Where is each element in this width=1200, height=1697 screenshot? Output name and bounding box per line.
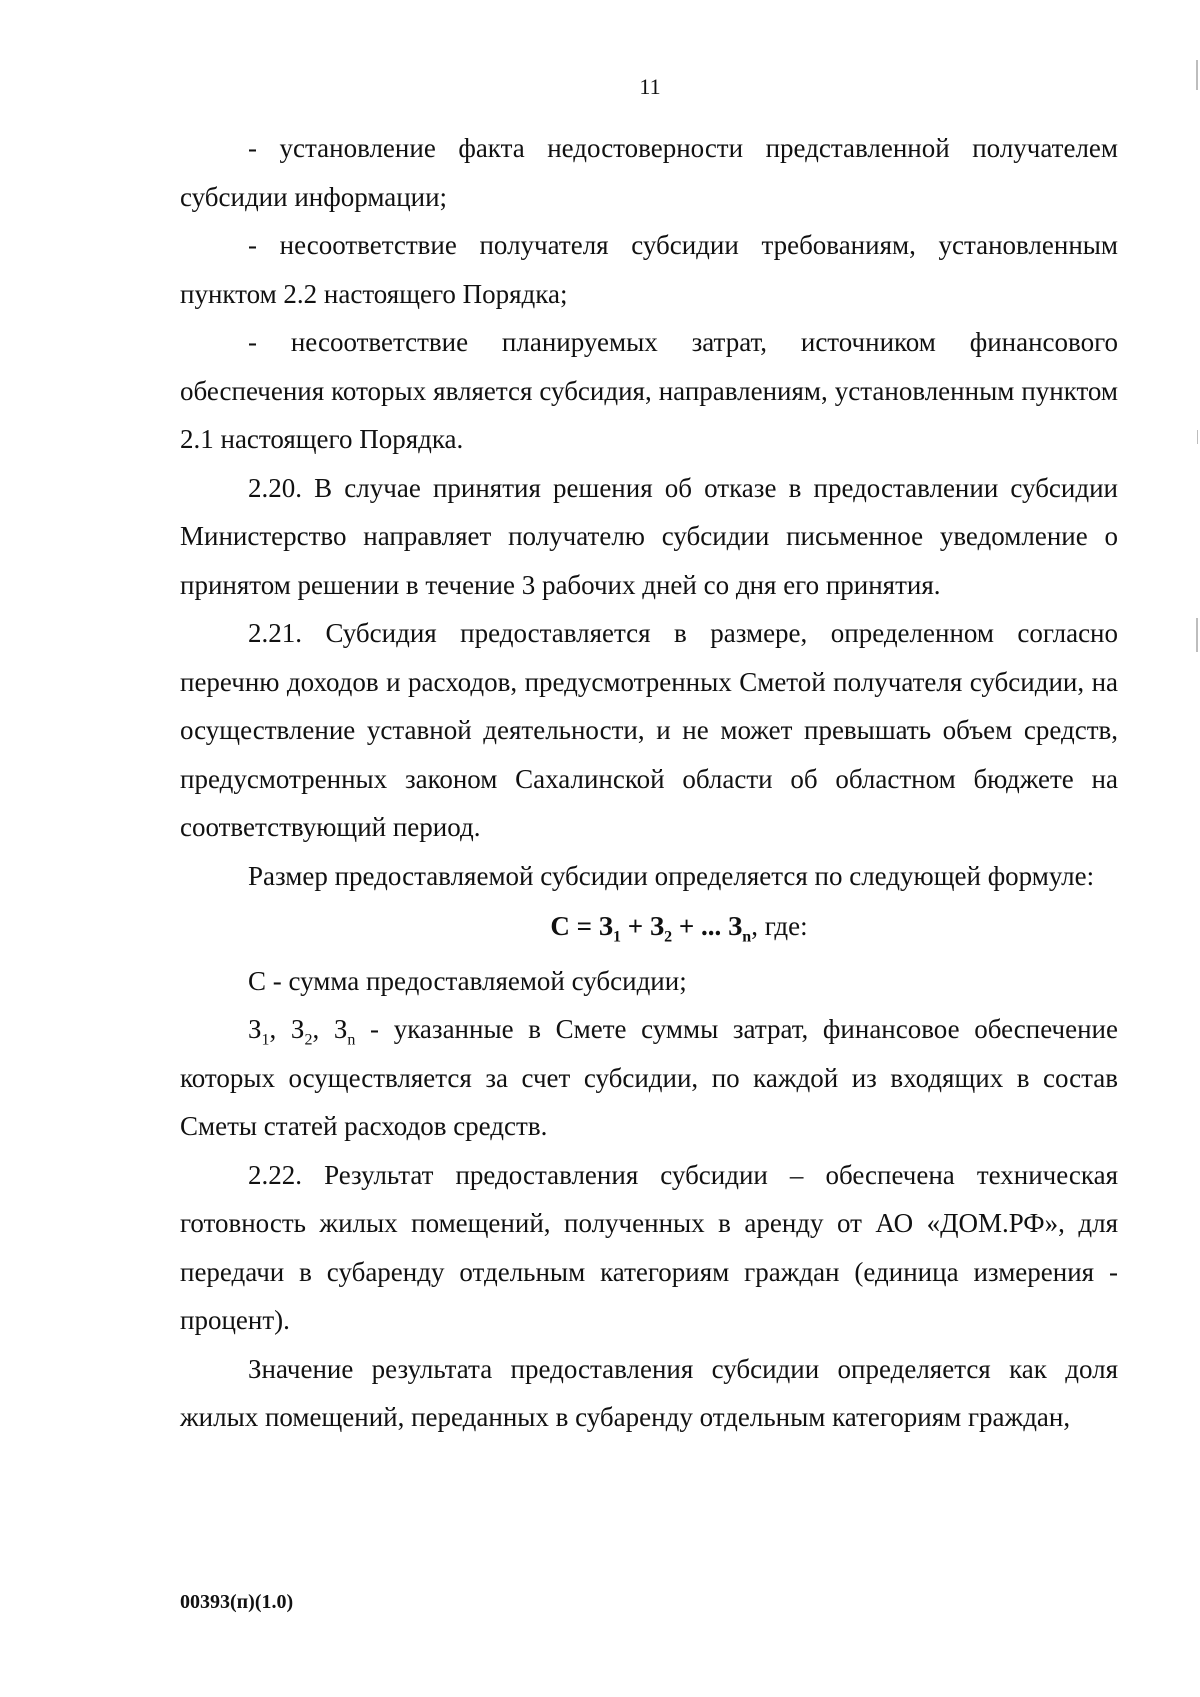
definition-z: $З_1$, $З_2$, $З_n$ - указанные в Смете суммы затрат, финансовое обеспечение которых осуществляется за счет субсидии, по каждой из входящих в состав Сметы статей расходов средств. xyxy=(180,1014,1118,1141)
paragraph-2-20: 2.20. В случае принятия решения об отказе в предоставлении субсидии Министерство направляет получателю субсидии письменное уведомление о принятом решении в течение 3 рабочих дней со дня его принятия. xyxy=(180,472,1118,600)
list-item-unreliable-info: - установление факта недостоверности представленной получателем субсидии информации; xyxy=(180,133,1118,212)
definition-c: С - сумма предоставляемой субсидии; xyxy=(248,965,687,996)
scan-mark xyxy=(1197,430,1198,444)
subsidy-formula: $С = З_1 + З_2$ + ... $З_n$, где: xyxy=(550,911,808,946)
scan-mark xyxy=(1196,618,1198,652)
paragraph-formula-intro: Размер предоставляемой субсидии определяется по следующей формуле: xyxy=(248,860,1095,891)
list-item-requirements-mismatch: - несоответствие получателя субсидии требованиям, установленным пунктом 2.2 настоящего Порядка; xyxy=(180,230,1118,309)
paragraph-2-21: 2.21. Субсидия предоставляется в размере, определенном согласно перечню доходов и расходов, предусмотренных Сметой получателя субсидии, на осуществление уставной деятельности, и не может превышать объем средств, предусмотренных законом Сахалинской области об областном бюджете на соответствующий период. xyxy=(180,618,1118,842)
document-code: 00393(п)(1.0) xyxy=(180,1591,294,1613)
list-item-costs-mismatch: - несоответствие планируемых затрат, источником финансового обеспечения которых является субсидия, направлениям, установленным пунктом 2.1 настоящего Порядка. xyxy=(180,327,1118,454)
scan-mark xyxy=(1196,60,1198,90)
paragraph-2-22: 2.22. Результат предоставления субсидии – обеспечена техническая готовность жилых помещений, полученных в аренду от АО «ДОМ.РФ», для передачи в субаренду отдельным категориям граждан (единица измерения - процент). xyxy=(180,1159,1118,1335)
paragraph-result-value: Значение результата предоставления субсидии определяется как доля жилых помещений, переданных в субаренду отдельным категориям граждан, xyxy=(180,1353,1118,1432)
document-body xyxy=(180,124,1118,1442)
page-number: 11 xyxy=(639,74,661,99)
